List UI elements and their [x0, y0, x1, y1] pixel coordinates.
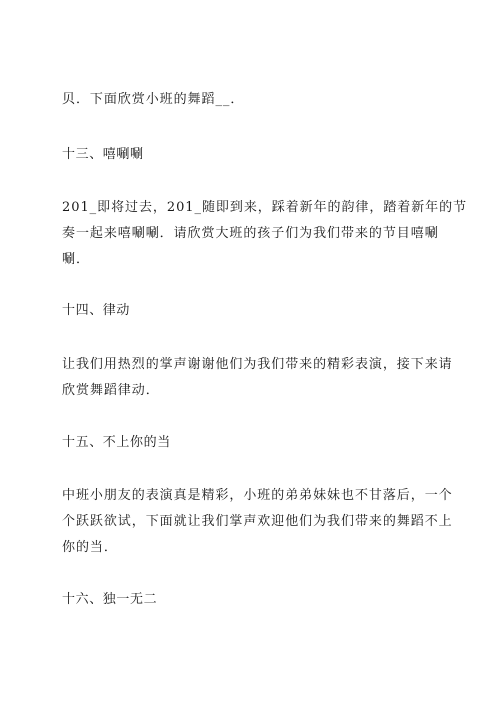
- paragraph-line: 唰．: [62, 252, 90, 267]
- paragraph-line: 个跃跃欲试，下面就让我们掌声欢迎他们为我们带来的舞蹈不上: [62, 514, 453, 529]
- section-heading: 十六、独一无二: [62, 592, 158, 607]
- paragraph-line: 欣赏舞蹈律动．: [62, 383, 160, 398]
- paragraph-line: 201_即将过去，201_随即到来，踩着新年的韵律，踏着新年的节: [62, 200, 468, 215]
- section-heading: 十五、不上你的当: [62, 435, 171, 450]
- paragraph-line: 让我们用热烈的掌声谢谢他们为我们带来的精彩表演，接下来请: [62, 357, 453, 372]
- paragraph-line: 中班小朋友的表演真是精彩，小班的弟弟妹妹也不甘落后，一个: [62, 488, 453, 503]
- section-heading: 十三、嘻唰唰: [62, 147, 144, 162]
- paragraph-line: 贝．下面欣赏小班的舞蹈__．: [62, 92, 245, 107]
- section-heading: 十四、律动: [62, 303, 131, 318]
- paragraph-line: 你的当．: [62, 540, 118, 555]
- paragraph-line: 奏一起来嘻唰唰．请欣赏大班的孩子们为我们带来的节目嘻唰: [62, 226, 439, 241]
